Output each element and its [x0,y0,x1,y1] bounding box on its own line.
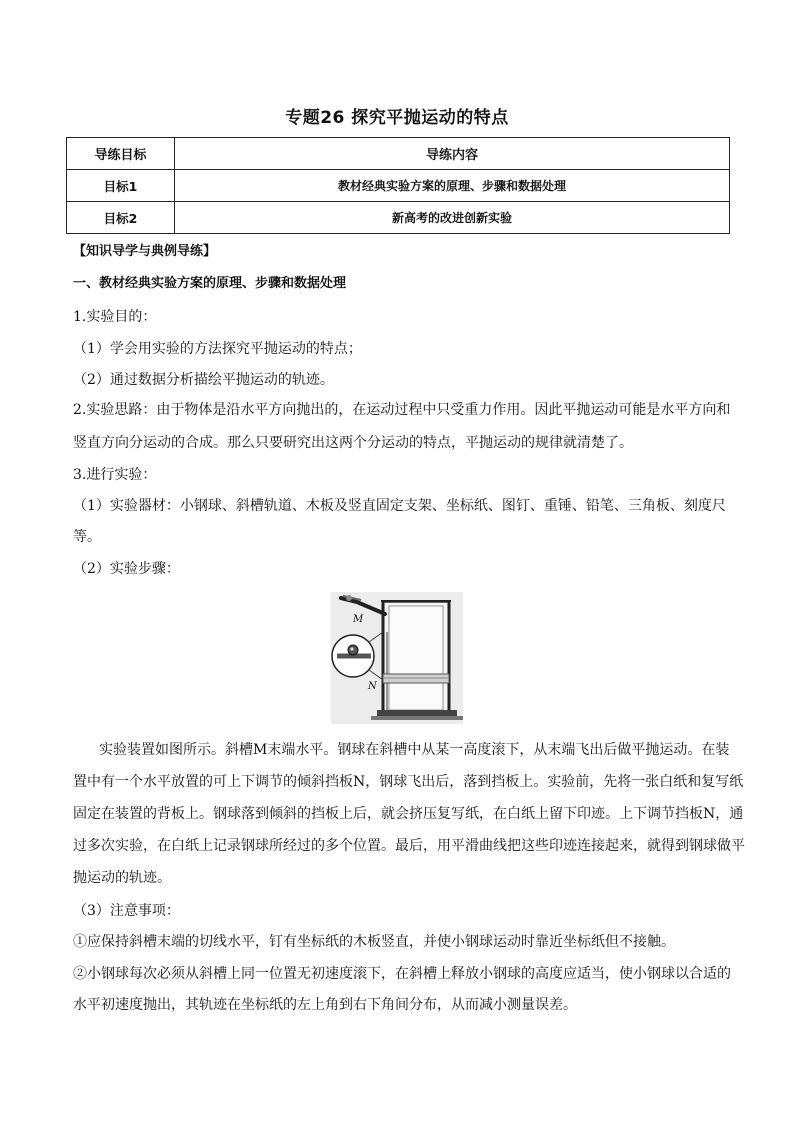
goal-content: 新高考的改进创新实验 [175,202,730,234]
note-line: ②小钢球每次必须从斜槽上同一位置无初速度滚下，在斜槽上释放小钢球的高度应适当，使小钢球以合适的 [73,966,731,982]
goal-table-header-cell: 导练目标 [67,138,175,170]
text-line: （2）实验步骤： [73,561,180,577]
text-line: （2）通过数据分析描绘平抛运动的轨迹。 [73,372,334,388]
goal-table-header-cell: 导练内容 [175,138,730,170]
label-m: M [353,614,364,625]
text-line: 竖直方向分运动的合成。那么只要研究出这两个分运动的特点，平抛运动的规律就清楚了。 [73,435,633,451]
notes-heading: （3）注意事项： [73,903,180,919]
apparatus-drawing [331,592,463,724]
note-line: ①应保持斜槽末端的切线水平，钉有坐标纸的木板竖直，并使小钢球运动时靠近坐标纸但不接触。 [73,934,675,950]
goal-table [66,137,730,234]
goal-content: 教材经典实验方案的原理、步骤和数据处理 [175,170,730,202]
paragraph-line: 固定在装置的背板上。钢球落到倾斜的挡板上后，就会挤压复写纸，在白纸上留下印迹。上下调节挡板N，通 [73,806,744,822]
paragraph-line: 过多次实验，在白纸上记录钢球所经过的多个位置。最后，用平滑曲线把这些印迹连接起来，就得到钢球做平 [73,838,745,854]
text-line: 等。 [73,529,101,545]
goal-table-row [67,202,730,234]
text-line: 1.实验目的： [73,309,157,325]
document-title: 专题26 探究平抛运动的特点 [285,108,509,128]
goal-table-row [67,170,730,202]
text-line: （1）实验器材：小钢球、斜槽轨道、木板及竖直固定支架、坐标纸、图钉、重锤、铅笔、三角板、刻度尺 [73,498,726,514]
goal-table-header [67,138,730,170]
section-heading: 【知识导学与典例导练】 [73,244,217,259]
paragraph-line: 置中有一个水平放置的可上下调节的倾斜挡板N，钢球飞出后，落到挡板上。实验前，先将一张白纸和复写纸 [73,774,744,790]
text-line: 2.实验思路：由于物体是沿水平方向抛出的，在运动过程中只受重力作用。因此平抛运动可能是水平方向和 [73,402,731,418]
paragraph-line: 抛运动的轨迹。 [73,870,171,886]
label-n: N [368,681,377,692]
goal-label: 目标2 [67,202,175,234]
note-line: 水平初速度抛出，其轨迹在坐标纸的左上角到右下角间分布，从而减小测量误差。 [73,997,577,1013]
experiment-apparatus-figure [331,592,463,724]
paragraph-line: 实验装置如图所示。斜槽M末端水平。钢球在斜槽中从某一高度滚下，从末端飞出后做平抛运动。在装 [99,742,730,758]
goal-label: 目标1 [67,170,175,202]
subsection-heading: 一、教材经典实验方案的原理、步骤和数据处理 [73,276,347,291]
text-line: 3.进行实验： [73,467,157,483]
text-line: （1）学会用实验的方法探究平抛运动的特点； [73,341,362,357]
